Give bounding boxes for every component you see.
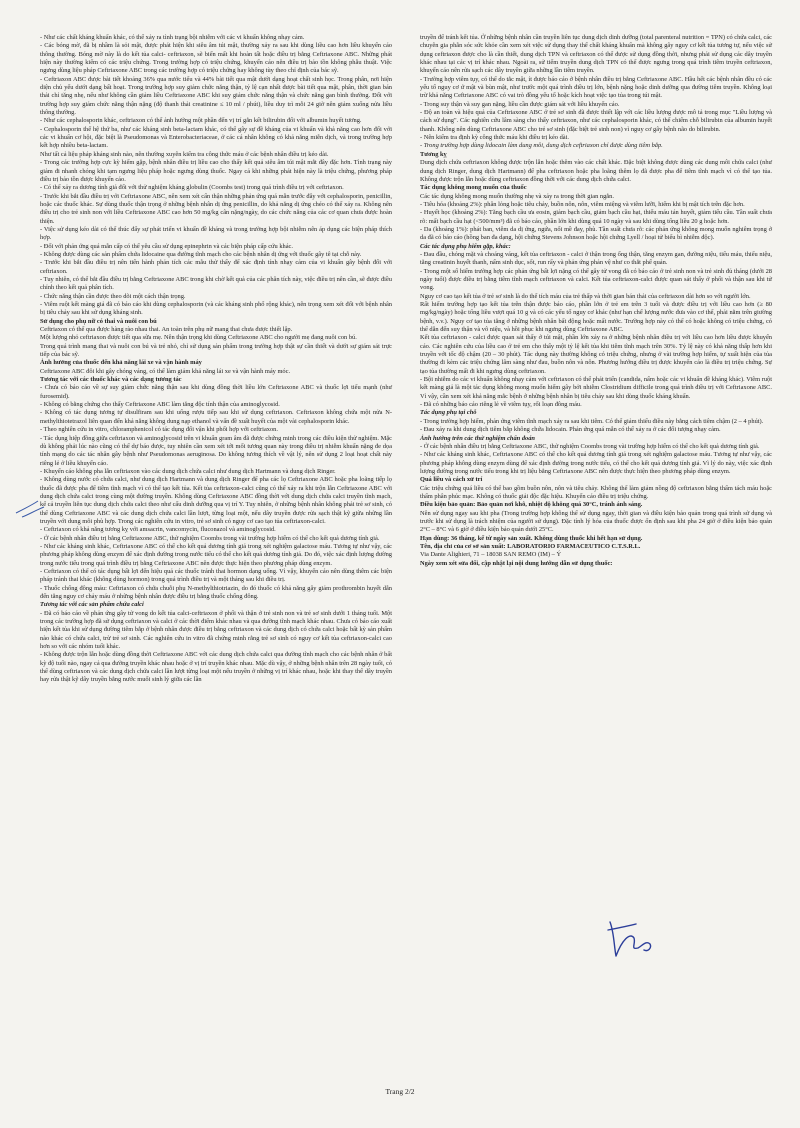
section-heading: Tương kỵ [420, 150, 447, 158]
paragraph: - Viêm ruột kết màng giả đã có báo cáo khi dùng cephalosporin (và các kháng sinh phổ rộng khác), nên trọng xem xét đối với bệnh nhân bị tiêu chảy sau khi sử dụng kháng sinh. [40, 301, 392, 317]
paragraph: - Khuyến cáo không pha lẫn ceftriaxon vào các dung dịch chứa calci như dung dịch Hartmann và dung dịch Ringer. [40, 467, 336, 475]
paragraph: - Ceftriaxon có khả năng tương kỵ với amsacrin, vancomycin, fluconazol và aminoglycosid. [40, 526, 276, 534]
paragraph: - Chức năng thận cần được theo dõi một cách thận trọng. [40, 292, 186, 300]
paragraph: - Thuốc chống đông máu: Ceftriaxon có chứa chuỗi phụ N-methylthiotriazin, do đó thuốc có khả năng gây giảm prothrombin huyết dẫn đến tăng nguy cơ chảy máu ở những bệnh nhân được điều trị bằng thuốc chống đông. [40, 584, 392, 601]
section-heading: Quá liều và cách xử trí [420, 476, 483, 484]
paragraph: - Như các kháng sinh khác, Ceftriaxone ABC có thể cho kết quả dương tính giả trong xét nghiệm galactose máu. Tương tự như vậy, các phương pháp không dùng enzym dùng để xác định đường trong nước tiểu, có thể cho kết quả dương tính giả. Vì lý do này, việc xác định lượng đường trong nước tiểu trong khi trị liệu bằng Ceftriaxone ABC nên được thực hiện theo phương pháp dùng enzym. [420, 451, 772, 475]
paragraph: - Huyết học (khoảng 2%): Tăng bạch cầu ưa eosin, giảm bạch cầu, giảm bạch cầu hạt, thiếu máu tán huyết, giảm tiểu cầu. Tần suất chưa rõ: mất bạch cầu hạt (<500/mm³) đã có báo cáo, phần lớn khi dùng quá 10 ngày và sau khi dùng tổng liều 20 g hoặc hơn. [420, 209, 772, 225]
paragraph: Ceftriaxone ABC đôi khi gây chóng váng, có thể làm giảm khả năng lái xe và vận hành máy móc. [40, 367, 291, 375]
paragraph: Rất hiếm trường hợp tạo kết tủa trên thận được báo cáo, phần lớn ở trẻ em trên 3 tuổi và được điều trị với liều cao hơn (≥ 80 mg/kg/ngày) hoặc tổng liều vượt quá 10 g và có các yếu tố nguy cơ khác (như hạn chế lượng nước đưa vào cơ thể, phải nằm trên giường bệnh, v.v.). Nguy cơ tạo tủa tăng ở những bệnh nhân bất động hoặc mất nước. Trường hợp này có thể có hoặc không có triệu chứng, có thể dẫn đến suy thận và vô niệu, và hồi phục khi ngưng dùng Ceftriaxone ABC. [420, 301, 772, 334]
paragraph: - Đã có những báo cáo riêng lẻ về viêm tụy, rối loạn đông máu. [420, 401, 582, 409]
paragraph: - Không có tác dụng tương tự disulfiram sau khi uống rượu tiếp sau khi sử dụng ceftriaxon. Ceftriaxon không chứa một nửa N-methylthiotetrazol liên quan đến khả năng không dung nạp ethanol và vấn đề xuất huyết của một vài cephalosporin khác. [40, 409, 392, 425]
section-heading: Ảnh hưởng trên các thử nghiệm chẩn đoán [420, 434, 535, 442]
section-heading: Tương tác với các sản phẩm chứa calci [40, 601, 144, 609]
paragraph: - Trong các trường hợp cực kỳ hiếm gặp, bệnh nhân điều trị liều cao cho thấy kết quả siêu âm túi mật mắt đây đặc hơn. Tình trạng này giảm đi nhanh chóng khi tạm ngưng liệu pháp hoặc ngưng dùng thuốc. Ngay cả khi những phát hiện này là triệu chứng, phương pháp điều trị bảo tồn được khuyến cáo. [40, 159, 392, 183]
paragraph: - Chưa có báo cáo về sự suy giảm chức năng thận sau khi dùng đồng thời liều lớn Ceftriaxone ABC và thuốc lợi tiểu mạnh (như furosemid). [40, 384, 392, 400]
paragraph: Một lượng nhỏ ceftriaxon được tiết qua sữa mẹ. Nên thận trọng khi dùng Ceftriaxone ABC cho người mẹ đang nuôi con bú. [40, 334, 357, 342]
section-heading: Hạn dùng: 36 tháng, kể từ ngày sản xuất. Không dùng thuốc khi hết hạn sử dụng. [420, 534, 643, 542]
paragraph: - Có thể xảy ra dương tính giả đối với thử nghiệm kháng globulin (Coombs test) trong quá trình điều trị với ceftriaxon. [40, 184, 344, 192]
right-column [420, 34, 772, 568]
paragraph: - Như các kháng sinh khác, Ceftriaxone ABC có thể cho kết quả dương tính giả trong xét nghiệm galactose máu. Tương tự như vậy, các phương pháp không dùng enzym để xác định đường trong nước tiểu có thể cho kết quả dương tính giả. Do đó, việc xác định lượng đường trong nước tiểu trong quá trình điều trị bằng Ceftriaxone ABC nên được thực hiện theo phương pháp dùng enzym. [40, 542, 393, 567]
section-heading: Ngày xem xét sửa đổi, cập nhật lại nội dung hướng dẫn sử dụng thuốc: [420, 559, 613, 567]
page-number: Trang 2/2 [385, 1087, 415, 1096]
section-heading: Tác dụng không mong muốn của thuốc [420, 184, 527, 192]
paragraph: Ceftriaxon có thể qua được hàng rào nhau thai. An toàn trên phụ nữ mang thai chưa được thiết lập. [40, 326, 293, 334]
handwritten-signature [600, 910, 660, 970]
section-heading: Điều kiện bảo quản: Bảo quản nơi khô, nhiệt độ không quá 30°C, tránh ánh sáng. [420, 501, 643, 509]
paragraph: - Ceftriaxon có thể có tác dụng bất lợi đến hiệu quả các thuốc tránh thai hormon dạng uống. Vì vậy, khuyến cáo nên dùng thêm các biện pháp tránh thai khác (không dùng hormon) trong quá trình điều trị và một tháng sau khi điều trị. [40, 568, 392, 584]
paragraph: - Đối với phản ứng quá mẫn cấp có thể yêu cầu sử dụng epinephrin và các biện pháp cấp cứu khác. [40, 242, 293, 250]
paragraph: - Trước khi bắt đầu điều trị với Ceftriaxone ABC, nên xem xét cẩn thận những phản ứng quá mẫn trước đây với cephalosporin, penicillin, hoặc các thuốc khác. Sự dùng thuốc thận trọng ở những bệnh nhân dị ứng penicillin, do khả năng dị ứng chéo có thể xảy ra. Không nên điều trị cho trẻ sinh non với liều Ceftriaxone ABC cao hơn 50 mg/kg cân nặng/ngày, do các chức năng của các cơ quan chưa được hoàn thiện. [40, 192, 392, 225]
section-heading: Các tác dụng phụ hiếm gặp, khác: [420, 242, 511, 250]
paragraph: - Không có bằng chứng cho thấy Ceftriaxone ABC làm tăng độc tính thận của aminoglycosid. [40, 401, 280, 409]
paragraph: - Như các chất kháng khuẩn khác, có thể xảy ra tình trạng bội nhiễm với các vi khuẩn không nhạy cảm. [40, 34, 305, 41]
paragraph: - Việc sử dụng kéo dài có thể thúc đẩy sự phát triển vi khuẩn đề kháng và trong trường hợp bội nhiễm nên áp dụng các biện pháp thích hợp. [40, 225, 392, 242]
paragraph: - Tuy nhiên, có thể bắt đầu điều trị bằng Ceftriaxone ABC trong khi chờ kết quả của các phân tích này, việc điều trị nên cần, sẽ được điều chỉnh theo kết quả phân tích. [40, 275, 392, 292]
paragraph: - Trước khi bắt đầu điều trị nên tiến hành phản tích các mẫu thử thấy để xác định tính nhạy cảm của vi khuẩn gây bệnh đối với ceftriaxon. [40, 259, 392, 275]
paragraph: - Trường hợp viêm tụy, có thể do tắc mật, ít được báo cáo ở bệnh nhân điều trị bằng Ceftriaxone ABC. Hầu hết các bệnh nhân đều có các yếu tố nguy cơ ứ mật và bùn mật, như trước một quá trình điều trị lớn, bệnh nặng hoặc dinh dưỡng qua đường tiêm truyền. Không loại trừ khả năng Ceftriaxone ABC có vai trò đồng yếu tố hoặc kích hoạt việc tạo tủa trong túi mật. [420, 75, 772, 100]
paragraph: - Độ an toàn và hiệu quả của Ceftriaxone ABC ở trẻ sơ sinh đã được thiết lập với các liều lượng được mô tả trong mục "Liều lượng và cách sử dụng". Các nghiên cứu lâm sàng cho thấy ceftriaxon, như các cephalosporin khác, có thể chiếm chỗ bilirubin của albumin huyết thanh. Không nên dùng Ceftriaxone ABC cho trẻ sơ sinh (đặc biệt trẻ sinh non) vì nguy cơ gây bệnh não do bilirubin. [420, 109, 772, 133]
paragraph: - Như các cephalosporin khác, ceftriaxon có thể ảnh hưởng một phần đến vị trí gắn kết bilirubin đối với albumin huyết tương. [40, 117, 362, 125]
paragraph: - Cephalosporin thế hệ thứ ba, như các kháng sinh beta-lactam khác, có thể gây sự đề kháng của vi khuẩn và khả năng cao hơn đối với các vi khuẩn cơ hội, đặc biệt là Pseudomonas và Enterobacteriaceae, ở các cá nhân không có khả năng miễn dịch, và trong trường hợp kết hợp nhiều beta-lactam. [40, 125, 392, 150]
paragraph: - Ở các bệnh nhân điều trị bằng Ceftriaxone ABC, thử nghiệm Coombs trong vài trường hợp hiếm có thể cho kết quả dương tính giả. [40, 534, 380, 542]
section-heading: Tương tác với các thuốc khác và các dạng tương tác [40, 376, 182, 384]
paragraph: - Không được trộn lẫn hoặc dùng đồng thời Ceftriaxone ABC với các dung dịch chứa calci qua đường tĩnh mạch cho các bệnh nhân ở bất kỳ độ tuổi nào, ngay cả qua đường truyền khác nhau hoặc ở vị trí truyền khác nhau. Mặc dù vậy, ở những bệnh nhân trên 28 ngày tuổi, có thể dùng ceftriaxon và các dung dịch chứa calci lần lượt từng loại một nếu truyền ở những vị trí khác nhau, hoặc khi thay thế dây truyền hay rửa thật kỹ dây truyền bằng nước muối sinh lý giữa các lần [40, 651, 392, 684]
paragraph: Như tất cả liệu pháp kháng sinh nào, nên thường xuyên kiểm tra công thức máu ở các bệnh nhân điều trị kéo dài. [40, 150, 329, 158]
paragraph: - Ở các bệnh nhân điều trị bằng Ceftriaxone ABC, thử nghiệm Coombs trong vài trường hợp hiếm có thể cho kết quả dương tính giả. [420, 442, 760, 450]
paragraph: - Da (khoảng 1%): phát ban, viêm da dị ứng, ngứa, nổi mề đay, phù. Tần suất chưa rõ: các phản ứng không mong muốn nghiêm trọng ở da đã có báo cáo (hồng ban đa dạng, hội chứng Stevens Johnson hoặc hội chứng Lyell / hoại tử biểu bì nhiễm độc). [420, 225, 772, 242]
section-heading: Sử dụng cho phụ nữ có thai và nuôi con bú [40, 317, 157, 325]
section-heading: - Trong trường hợp dùng lidocain làm dung môi, dung dịch ceftriaxon chỉ được dùng tiêm bắp. [420, 142, 663, 150]
paragraph: Via Dante Alighieri, 71 – 18038 SAN REMO (IM) – Ý [420, 551, 562, 559]
section-heading: Tên, địa chỉ của cơ sở sản xuất: LABORATORIO FARMACEUTICO C.T.S.R.L. [420, 542, 641, 550]
handwritten-check-mark [14, 495, 54, 525]
paragraph: - Theo nghiên cứu in vitro, chloramphenicol có tác dụng đối vận khi phối hợp với ceftriaxon. [40, 426, 278, 434]
paragraph: - Tiêu hóa (khoảng 2%): phân lỏng hoặc tiêu chảy, buồn nôn, nôn, viêm miệng và viêm lưỡi, hiếm khi bị mật tích trên đặc hơn. [420, 200, 745, 208]
paragraph: Các tác dụng không mong muốn thường nhẹ và xảy ra trong thời gian ngắn. [420, 192, 614, 200]
paragraph: - Đã có báo cáo về phản ứng gây tử vong do kết tủa calci-ceftriaxon ở phổi và thận ở trẻ sinh non và trẻ sơ sinh dưới 1 tháng tuổi. Một trong các trường hợp đã sử dụng ceftriaxon và calci ở các thời điểm khác nhau và qua đường tĩnh mạch khác nhau. Chưa có báo cáo xuất hiện kết tủa khi sử dụng đường tiêm bắp ở bệnh nhân được điều trị bằng ceftriaxon và các dung dịch có chứa calci hoặc bất kỳ sản phẩm nào khác có chứa calci, trừ trẻ sơ sinh. Các nghiên cứu in vitro đã chứng minh rằng trẻ sơ sinh có nguy cơ kết tủa ceftriaxon-calci cao hơn so với các nhóm tuổi khác. [40, 609, 392, 651]
paragraph: Trong quá trình mang thai và nuôi con bú và trẻ nhỏ, chỉ sử dụng sản phẩm trong trường hợp thật sự cần thiết và dưới sự giám sát trực tiếp của bác sỹ. [40, 342, 392, 359]
paragraph: - Tác dụng hiệp đồng giữa ceftriaxon và aminoglycosid trên vi khuẩn gram âm đã được chứng minh trong các điều kiện thử nghiệm. Mặc dù không phải lúc nào cũng có thể dự báo được, tuy nhiên cần xem xét tới mối tương quan này trong điều trị nhiễm khuẩn nặng đe dọa tính mạng do các tác nhân gây bệnh như Pseudomonas aeruginosa. Do không tương thích về vật lý, nên sử dụng 2 loại hoạt chất này riêng lẻ ở liều khuyến cáo. [40, 434, 392, 467]
paragraph: - Không dùng nước có chứa calci, như dung dịch Hartmann và dung dịch Ringer để pha các lọ Ceftriaxone ABC hoặc pha loãng tiếp lọ thuốc đã được pha để tiêm tĩnh mạch vì có thể tạo kết tủa. Kết tủa ceftriaxon-calci cũng có thể xảy ra khi trộn lẫn Ceftriaxone ABC với dung dịch chứa calci trong cùng một đường truyền. Không dùng Ceftriaxone ABC đồng thời với dung dịch chứa calci truyền tĩnh mạch, kể cả truyền liên tục dung dịch chứa calci theo như cấu dinh dưỡng qua vị trí Y. Tuy nhiên, ở những bệnh nhân không phải trẻ sơ sinh, có thể dùng Ceftriaxone ABC và các dung dịch chứa calci lần lượt, từng loại một, nếu dây truyền được rửa sạch thật kỹ giữa những lần truyền với dung môi phù hợp. Trong các nghiên cứu in vitro, trẻ sơ sinh có nguy cơ cao tạo tủa ceftriaxon-calci. [40, 476, 392, 525]
paragraph: - Không được dùng các sản phẩm chứa lidocaine qua đường tĩnh mạch cho các bệnh nhân dị ứng với thuốc gây tê tại chỗ này. [40, 250, 362, 258]
section-heading: Ảnh hưởng của thuốc đến khả năng lái xe và vận hành máy [40, 359, 202, 367]
paragraph: - Trong suy thận và suy gan nặng, liều cần được giám sát với liều khuyến cáo. [420, 100, 620, 108]
left-column [40, 34, 392, 685]
paragraph: - Ceftriaxon ABC được bài tiết khoảng 36% qua nước tiểu và 44% bài tiết qua mật dưới dạng hoạt chất sinh học. Trong phân, nơi hiện diện chủ yếu dưới dạng bất hoạt. Trong trường hợp suy giảm chức năng thận, tỷ lệ cạn nhất được bài tiết qua mật, phân, thời gian bán thải chỉ tăng nhẹ, nếu như không cần giảm liều Ceftriaxone ABC khi suy giảm chức năng thận và chức năng gan bình thường. Đối với trường hợp suy giảm chức năng thận nặng (độ thanh thải creatinine ≤ 10 ml / phút), liều duy trì mỗi 24 giờ nên giảm xuống nửa liều thông thường. [40, 75, 392, 117]
paragraph: Nên sử dụng ngay sau khi pha (Trong trường hợp không thể sử dụng ngay, thời gian và điều kiện bảo quản trong quá trình sử dụng và trước khi sử dụng là trách nhiệm của người sử dụng). Đặc tính lý hóa của thuốc được ổn định sau khi pha 24 giờ ở điều kiện bảo quản 2°C – 8°C và 6 giờ ở điều kiện bảo quản dưới 25°C. [420, 509, 772, 534]
paragraph: Kết tủa ceftriaxon - calci được quan sát thấy ở túi mật, phần lớn xảy ra ở những bệnh nhân điều trị với liều cao hơn liều được khuyến cáo. Các nghiên cứu của liều cao ở trẻ em cho thấy một tỷ lệ kết tủa khi tiêm tĩnh mạch trên 30%. Tỷ lệ này có khả năng thấp hơn khi truyền với tốc độ chậm (20 – 30 phút). Tác dụng này thường không có triệu chứng, nhưng ở vài trường hợp hiếm, tự xuất hiện của tủa thường đi kèm các triệu chứng lâm sàng như đau, buồn nôn và nôn. Phương hướng điều trị được khuyến cáo là điều trị triệu chứng. Sự tạo tủa thường mất đi khi ngưng dùng ceftriaxon. [420, 334, 772, 375]
section-heading: Tác dụng phụ tại chỗ [420, 409, 477, 417]
paragraph: - Nên kiểm tra định kỳ công thức máu khi điều trị kéo dài. [420, 134, 569, 142]
paragraph: - Trong trường hợp hiếm, phản ứng viêm tĩnh mạch xảy ra sau khi tiêm. Có thể giảm thiểu điều này bằng cách tiêm chậm (2 – 4 phút). [420, 417, 764, 425]
paragraph: Nguy cơ cao tạo kết tủa ở trẻ sơ sinh là do thể tích máu của trẻ thấp và thời gian bán thải của ceftriaxon dài hơn so với người lớn. [420, 292, 751, 300]
paragraph: Các triệu chứng quá liều có thể bao gồm buồn nôn, nôn và tiêu chảy. Không thể làm giảm nồng độ ceftriaxon bằng thẩm tách máu hoặc thẩm phân phúc mạc. Không có thuốc giải độc đặc hiệu. Khuyến cáo điều trị triệu chứng. [420, 484, 772, 500]
paragraph: Dung dịch chứa ceftriaxon không được trộn lẫn hoặc thêm vào các chất khác. Đặc biệt không được dùng các dung môi chứa calci (như dung dịch Ringer, dung dịch Hartmann) để pha ceftriaxon hoặc pha loãng thêm lọ đã được pha để tiêm tĩnh mạch vì có thể tạo tủa. Không được trộn lẫn hoặc dùng ceftriaxon đồng thời với các dung dịch chứa calci. [420, 159, 772, 183]
paragraph: - Bội nhiễm do các vi khuẩn không nhạy cảm với ceftriaxon có thể phát triển (candida, nấm hoặc các vi khuẩn đề kháng khác). Viêm ruột kết màng giả là một tác dụng không mong muốn hiếm gây bởi nhiễm Clostridium difficile trong quá trình điều trị với Ceftriaxone ABC. Vì vậy, cần xem xét khả năng mắc bệnh ở những bệnh nhân bị tiêu chảy sau khi dùng thuốc kháng khuẩn. [420, 376, 772, 400]
paragraph: - Đau đầu, chóng mặt và choáng váng, kết tủa ceftriaxon - calci ở thận trong ống thận, tăng enzym gan, đường niệu, tiểu máu, thiểu niệu, tăng creatinin huyết thanh, nấm sinh dục, sốt, run rẩy và phản ứng phản vệ như co thắt phế quản. [420, 250, 772, 267]
paragraph: - Các bóng mờ, đã bị nhầm là sỏi mật, được phát hiện khi siêu âm túi mật, thường xảy ra sau khi dùng liều cao hơn liều khuyến cáo thông thường. Bóng mờ này là do kết tủa calci- ceftriaxon, sẽ biến mất khi hoàn tất hoặc điều trị bằng Ceftriaxone ABC. Những phát hiện này thường kiếm có các triệu chứng. Trong trường hợp có triệu chứng, khuyến cáo nên điều trị bảo tồn không phẫu thuật. Việc ngưng dùng liệu pháp Ceftriaxone ABC trong các trường hợp có triệu chứng hay không tùy theo chỉ định của bác sỹ. [40, 42, 392, 75]
paragraph: - Trong một số hiếm trường hợp các phản ứng bất lợi nặng có thể gây tử vong đã có báo cáo ở trẻ sinh non và trẻ sinh đủ tháng (dưới 28 ngày tuổi) được điều trị bằng tiêm tĩnh mạch ceftriaxon và calci. Kết tủa ceftriaxon-calci được quan sát thấy ở phổi và thận sau khi tử vong. [420, 267, 772, 292]
paragraph: truyền để tránh kết tủa. Ở những bệnh nhân cần truyền liên tục dung dịch dinh dưỡng (total parenteral nutrition = TPN) có chứa calci, các chuyên gia phẫn sóc sức khỏe cần xem xét việc sử dụng thay thế chất kháng khuẩn mà không gây nguy cơ kết tủa tương tự, nếu việc sử dụng ceftriaxon được cho là cần thiết, dung dịch TPN và ceftriaxon có thể được sử dụng đồng thời, nhưng phải sử dụng các dây truyền khác nhau tại các vị trí khác nhau. Ngoài ra, sử tiếm truyền dung dịch TPN có thể được ngưng trong quá trình tiêm truyền ceftriaxon, khuyến cáo nên rửa sạch các dây truyền giữa những lần tiêm truyền. [420, 34, 772, 75]
paragraph: - Đau xảy ra khi dung dịch tiêm bắp không chứa lidocain. Phản ứng quá mẫn có thể xảy ra ở các đối tượng nhạy cảm. [420, 426, 721, 434]
